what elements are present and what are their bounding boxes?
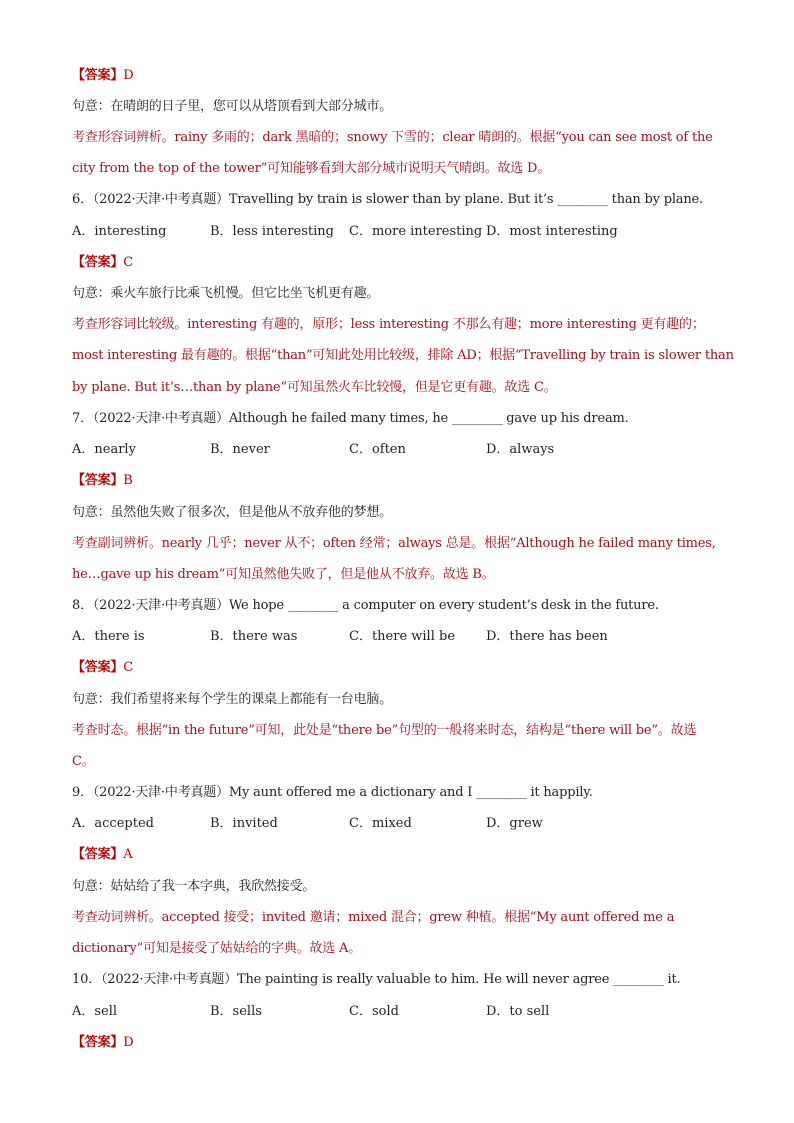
answer-tag: 【答案】 [72, 473, 124, 488]
option-c: C．often [349, 442, 406, 457]
option-d: D．grew [486, 816, 543, 831]
option-c: C．there will be [349, 629, 456, 644]
option-d: D．always [486, 442, 555, 457]
answer-value: C [123, 255, 133, 270]
analysis-line: 考查时态。根据“in the future”可知，此处是“there be”句型的一般将来时态，结构是“there will be”。故选 [72, 723, 697, 738]
analysis-line: dictionary”可知是接受了姑姑给的字典。故选 A。 [72, 941, 362, 956]
option-c: C．more interesting [349, 224, 483, 239]
answer-line [72, 472, 722, 490]
option-b: B．never [210, 442, 270, 457]
sentence-meaning: 句意：乘火车旅行比乘飞机慢。但它比坐飞机更有趣。 [72, 286, 380, 301]
answer-tag: 【答案】 [72, 1035, 124, 1050]
analysis-line: most interesting 最有趣的。根据“than”可知此处用比较级，排除 AD；根据“Travelling by train is slower than [72, 348, 734, 363]
question-8: 8．（2022·天津·中考真题）We hope ________ a computer on every student’s desk in the future. [72, 598, 659, 613]
answer-value: D [123, 68, 134, 83]
answer-value: C [123, 660, 133, 675]
answer-tag: 【答案】 [72, 255, 124, 270]
answer-line [72, 659, 722, 677]
analysis-line: by plane. But it’s…than by plane”可知虽然火车比较慢，但是它更有趣。故选 C。 [72, 380, 557, 395]
option-d: D．most interesting [486, 224, 618, 239]
question-10: 10．（2022·天津·中考真题）The painting is really valuable to him. He will never agree ________ it. [72, 972, 681, 987]
option-a: A．there is [72, 629, 145, 644]
analysis-line: city from the top of the tower”可知能够看到大部分城市说明天气晴朗。故选 D。 [72, 161, 551, 176]
option-b: B．sells [210, 1004, 262, 1019]
answer-line [72, 1034, 722, 1052]
analysis-line: he…gave up his dream”可知虽然他失败了，但是他从不放弃。故选 B。 [72, 567, 495, 582]
sentence-meaning: 句意：我们希望将来每个学生的课桌上都能有一台电脑。 [72, 692, 393, 707]
analysis-line: 考查形容词辨析。rainy 多雨的；dark 黑暗的；snowy 下雪的；clear 晴朗的。根据“you can see most of the [72, 130, 713, 145]
analysis-line: C。 [72, 754, 95, 769]
answer-line [72, 67, 722, 85]
question-7: 7．（2022·天津·中考真题）Although he failed many times, he ________ gave up his dream. [72, 411, 629, 426]
option-b: B．less interesting [210, 224, 334, 239]
option-c: C．sold [349, 1004, 399, 1019]
analysis-line: 考查动词辨析。accepted 接受；invited 邀请；mixed 混合；grew 种植。根据“My aunt offered me a [72, 910, 675, 925]
question-6: 6．（2022·天津·中考真题）Travelling by train is slower than by plane. But it’s ________ than by plane. [72, 192, 703, 207]
question-9: 9．（2022·天津·中考真题）My aunt offered me a dictionary and I ________ it happily. [72, 785, 593, 800]
answer-line [72, 254, 722, 272]
answer-value: D [123, 1035, 134, 1050]
option-a: A．sell [72, 1004, 118, 1019]
analysis-line: 考查副词辨析。nearly 几乎；never 从不；often 经常；always 总是。根据“Although he failed many times, [72, 536, 716, 551]
option-a: A．interesting [72, 224, 167, 239]
answer-tag: 【答案】 [72, 68, 124, 83]
option-c: C．mixed [349, 816, 412, 831]
option-d: D．there has been [486, 629, 608, 644]
option-b: B．there was [210, 629, 298, 644]
answer-tag: 【答案】 [72, 847, 124, 862]
sentence-meaning: 句意：在晴朗的日子里，您可以从塔顶看到大部分城市。 [72, 99, 393, 114]
answer-value: B [123, 473, 133, 488]
option-d: D．to sell [486, 1004, 550, 1019]
option-b: B．invited [210, 816, 278, 831]
option-a: A．nearly [72, 442, 136, 457]
answer-value: A [123, 847, 133, 862]
answer-tag: 【答案】 [72, 660, 124, 675]
sentence-meaning: 句意：姑姑给了我一本字典，我欣然接受。 [72, 879, 316, 894]
option-a: A．accepted [72, 816, 154, 831]
sentence-meaning: 句意：虽然他失败了很多次，但是他从不放弃他的梦想。 [72, 505, 393, 520]
answer-line [72, 846, 722, 864]
analysis-line: 考查形容词比较级。interesting 有趣的，原形；less interesting 不那么有趣；more interesting 更有趣的； [72, 317, 705, 332]
